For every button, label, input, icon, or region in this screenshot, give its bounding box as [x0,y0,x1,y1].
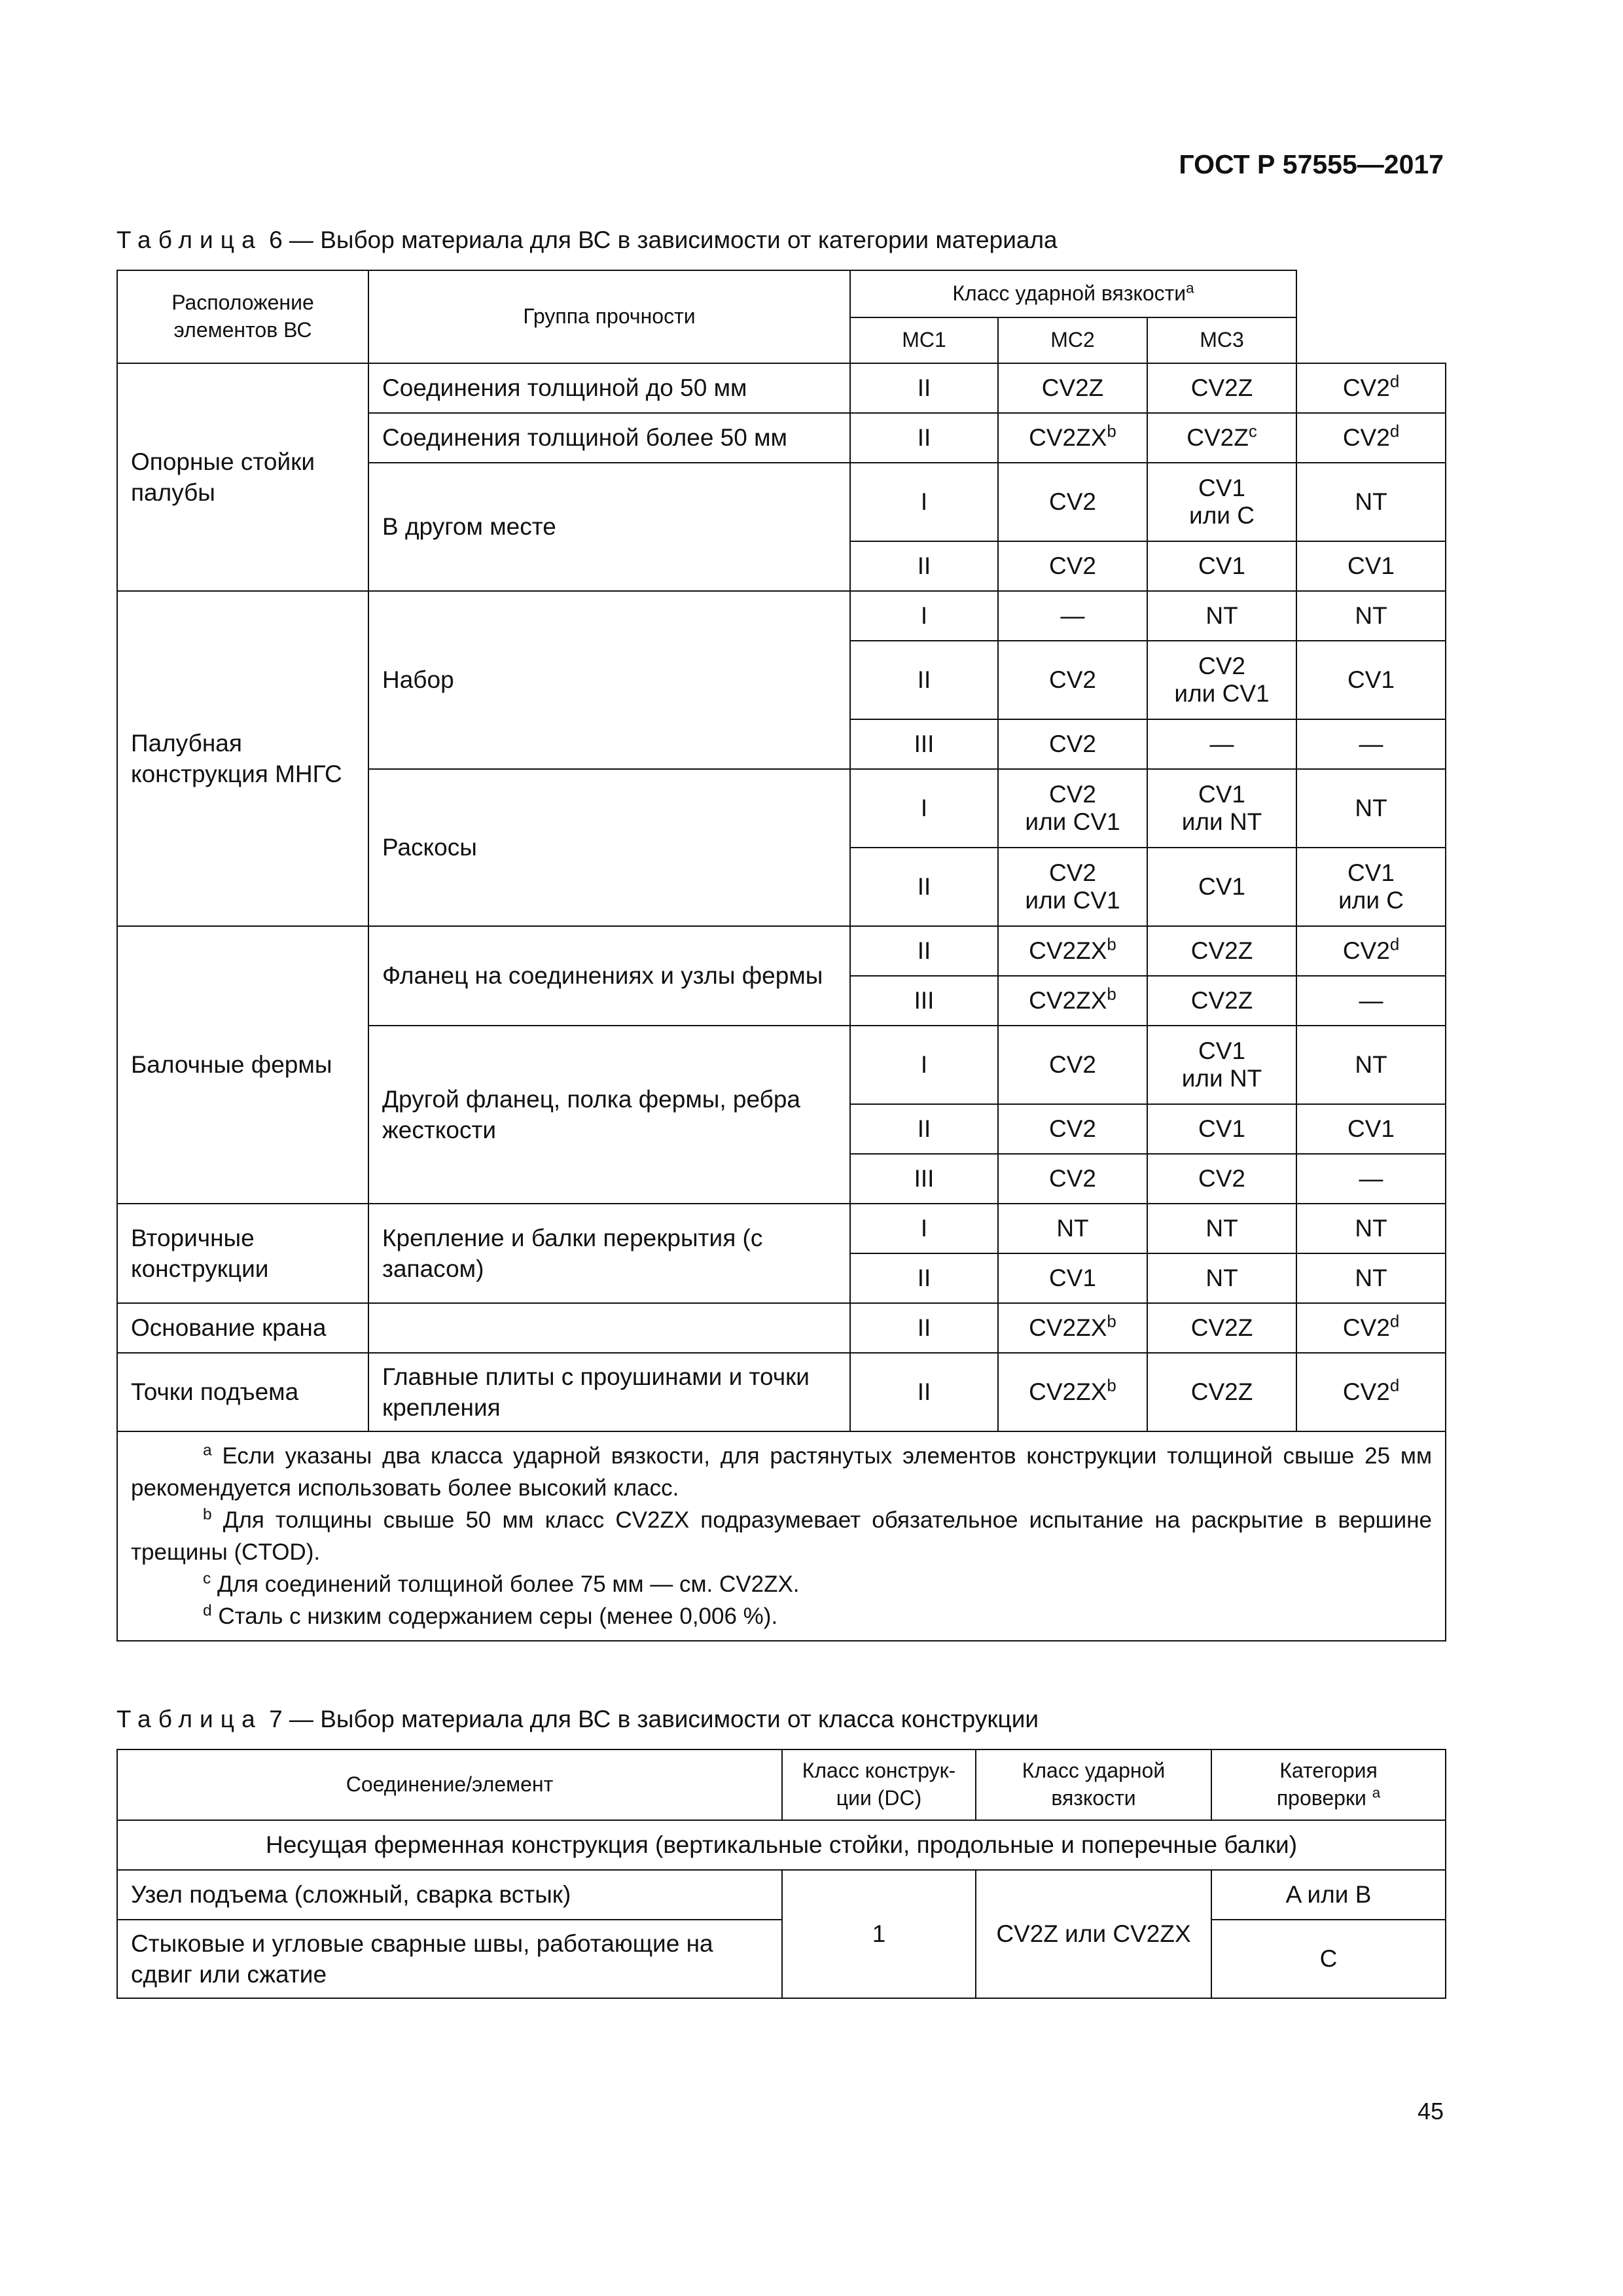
mc1-cell: CV2 [998,1104,1147,1154]
mc1-value: CV2ZX [1029,424,1107,451]
mc1-cell: CV2 [998,719,1147,769]
element-name: Узел подъема (сложный, сварка встык) [117,1870,782,1920]
dc-value: 1 [782,1870,976,1998]
header-dc-line1: Класс конструк- [802,1759,956,1783]
group-cell: I [850,769,998,848]
footnote-mark: b [203,1505,212,1524]
group-cell: III [850,976,998,1026]
element-name: Набор [368,591,850,769]
mc3-line1: CV1 [1347,859,1395,886]
table-row [117,1353,1446,1431]
element-name: Соединения толщиной до 50 мм [368,363,850,413]
element-name [368,1303,850,1353]
mc3-value: CV2 [1342,937,1390,964]
mc2-cell: CV1 [1147,541,1296,591]
table-row [117,1870,1446,1920]
mc1-value: CV2ZX [1029,987,1107,1014]
mc3-cell: — [1296,719,1446,769]
section-name: Точки подъема [117,1353,368,1431]
header-dc [782,1749,976,1820]
mc1-line2: или CV1 [1025,887,1120,914]
table-row [117,1204,1446,1253]
group-cell: II [850,413,998,463]
table7-caption-label: Таблица [116,1706,262,1732]
note-d [131,1600,1432,1632]
mc3-cell [1296,926,1446,976]
note-a-text: Если указаны два класса ударной вязкости, для растянутых элементов конструкции толщиной свыше 25 мм рекомендуется использовать более высокий класс. [131,1443,1433,1501]
mc2-line2: или CV1 [1174,680,1270,707]
mc3-cell: NT [1296,1026,1446,1104]
mc1-cell [998,1353,1147,1431]
note-d-text: Сталь с низким содержанием серы (менее 0,006 %). [218,1604,778,1629]
mc3-value: CV2 [1342,374,1390,401]
group-cell: I [850,1204,998,1253]
mc3-cell [1296,848,1446,926]
section-name: Основание крана [117,1303,368,1353]
footnote-mark: a [1186,279,1194,296]
mc3-cell [1296,1353,1446,1431]
table6-caption-text: 6 — Выбор материала для ВС в зависимости от категории материала [269,226,1058,253]
section-row [117,1820,1446,1870]
mc2-cell: CV2 [1147,1154,1296,1204]
table-6 [116,270,1446,1641]
element-name: Раскосы [368,769,850,926]
table-row [117,1303,1446,1353]
mc2-cell [1147,641,1296,719]
header-impact [976,1749,1211,1820]
header-mc3: МС3 [1147,317,1296,363]
mc2-cell [1147,769,1296,848]
header-group: Группа прочности [368,270,850,363]
mc1-cell: CV2 [998,1026,1147,1104]
mc2-cell: NT [1147,591,1296,641]
table-row [117,363,1446,413]
mc1-cell: CV1 [998,1253,1147,1303]
mc3-cell: NT [1296,769,1446,848]
table-row [117,591,1446,641]
element-name: Стыковые и угловые сварные швы, работающие на сдвиг или сжатие [117,1920,782,1998]
header-location: Расположение элементов ВС [117,270,368,363]
mc1-cell [998,848,1147,926]
mc2-cell [1147,1026,1296,1104]
impact-value: CV2Z или CV2ZX [976,1870,1211,1998]
table-row [117,1920,1446,1998]
footnote-mark: d [1389,372,1400,391]
mc3-cell: CV1 [1296,1104,1446,1154]
mc1-line2: или CV1 [1025,808,1120,835]
mc2-cell: CV2Z [1147,976,1296,1026]
mc1-cell: CV2 [998,1154,1147,1204]
table6-caption-label: Таблица [116,226,262,253]
mc1-cell: CV2 [998,541,1147,591]
mc3-cell [1296,363,1446,413]
mc2-cell: CV1 [1147,848,1296,926]
element-name: Другой фланец, полка фермы, ребра жесткости [368,1026,850,1204]
category-cell: C [1211,1920,1446,1998]
group-cell: II [850,1353,998,1431]
group-cell: II [850,1253,998,1303]
mc3-cell: CV1 [1296,641,1446,719]
footnote-mark: d [203,1602,212,1620]
mc1-cell: — [998,591,1147,641]
group-cell: II [850,848,998,926]
section-name: Балочные фермы [117,926,368,1204]
mc1-cell: NT [998,1204,1147,1253]
element-name: Крепление и балки перекрытия (с запасом) [368,1204,850,1303]
header-impact-class [850,270,1296,317]
header-mc2: МС2 [998,317,1147,363]
mc2-cell: — [1147,719,1296,769]
group-cell: II [850,926,998,976]
group-cell: III [850,719,998,769]
mc3-cell [1296,1303,1446,1353]
mc2-value: CV2Z [1186,424,1249,451]
footnote-mark: d [1389,422,1400,441]
element-name: В другом месте [368,463,850,591]
category-cell: A или B [1211,1870,1446,1920]
mc1-value: CV2ZX [1029,937,1107,964]
group-cell: I [850,463,998,541]
mc2-line1: CV2 [1198,653,1245,679]
element-name: Фланец на соединениях и узлы фермы [368,926,850,1026]
notes-row [117,1431,1446,1641]
mc1-cell: CV2 [998,641,1147,719]
mc2-line1: CV1 [1198,475,1245,501]
table6-notes [117,1431,1446,1641]
mc1-line1: CV2 [1049,781,1096,808]
mc1-cell: CV2 [998,463,1147,541]
footnote-mark: b [1107,1376,1116,1395]
footnote-mark: b [1107,935,1116,954]
mc2-cell: CV2Z [1147,1303,1296,1353]
table-row [117,926,1446,976]
section-name: Опорные стойки палубы [117,363,368,591]
group-cell: II [850,541,998,591]
header-mc1: МС1 [850,317,998,363]
group-cell: III [850,1154,998,1204]
header-impact-line1: Класс ударной [1022,1759,1166,1783]
header-category-line1: Категория [1279,1759,1378,1783]
mc3-value: CV2 [1342,1314,1390,1341]
note-c-text: Для соединений толщиной более 75 мм — см. CV2ZX. [217,1571,800,1597]
standard-code: ГОСТ Р 57555—2017 [1179,149,1444,179]
footnote-mark: a [1372,1784,1381,1801]
footnote-mark: d [1389,1376,1400,1395]
mc2-cell: CV2Z [1147,926,1296,976]
mc1-cell [998,926,1147,976]
section-title: Несущая ферменная конструкция (вертикальные стойки, продольные и поперечные балки) [117,1820,1446,1870]
mc3-value: CV2 [1342,424,1390,451]
mc2-cell: CV2Z [1147,1353,1296,1431]
mc2-cell: CV2Z [1147,363,1296,413]
footnote-mark: c [203,1570,211,1588]
footnote-mark: d [1389,935,1400,954]
note-b [131,1504,1432,1568]
group-cell: I [850,1026,998,1104]
page-number: 45 [1417,2098,1444,2125]
header-impact-class-text: Класс ударной вязкости [952,281,1186,306]
footnote-mark: c [1248,422,1257,441]
mc3-cell: CV1 [1296,541,1446,591]
note-c [131,1568,1432,1600]
mc2-cell: NT [1147,1204,1296,1253]
group-cell: II [850,1303,998,1353]
mc2-line2: или NT [1181,808,1262,835]
mc1-cell [998,769,1147,848]
mc1-value: CV2ZX [1029,1378,1107,1405]
header-category-line2: проверки [1276,1786,1366,1810]
mc2-cell [1147,463,1296,541]
footnote-mark: b [1107,1312,1116,1331]
header-joint: Соединение/элемент [117,1749,782,1820]
table6-caption [116,226,1058,254]
mc3-line2: или C [1338,887,1404,914]
footnote-mark: b [1107,422,1116,441]
table7-caption-text: 7 — Выбор материала для ВС в зависимости от класса конструкции [269,1706,1039,1732]
mc3-value: CV2 [1342,1378,1390,1405]
footnote-mark: d [1389,1312,1400,1331]
mc2-cell: CV1 [1147,1104,1296,1154]
group-cell: II [850,641,998,719]
mc2-line2: или C [1189,502,1255,529]
header-impact-line2: вязкости [1051,1786,1136,1810]
mc3-cell: — [1296,1154,1446,1204]
mc3-cell: NT [1296,1204,1446,1253]
mc3-cell: NT [1296,463,1446,541]
footnote-mark: a [203,1441,212,1460]
group-cell: I [850,591,998,641]
mc1-cell: CV2Z [998,363,1147,413]
mc1-value: CV2ZX [1029,1314,1107,1341]
mc2-cell: NT [1147,1253,1296,1303]
element-name: Главные плиты с проушинами и точки крепления [368,1353,850,1431]
table-7 [116,1749,1446,1999]
element-name: Соединения толщиной более 50 мм [368,413,850,463]
mc2-line2: или NT [1181,1065,1262,1092]
mc1-cell [998,1303,1147,1353]
mc1-cell [998,413,1147,463]
header-dc-line2: ции (DC) [836,1786,922,1810]
footnote-mark: b [1107,985,1116,1004]
group-cell: II [850,1104,998,1154]
section-name: Палубная конструкция МНГС [117,591,368,926]
header-category [1211,1749,1446,1820]
group-cell: II [850,363,998,413]
mc2-line1: CV1 [1198,781,1245,808]
note-a [131,1440,1432,1504]
mc3-cell [1296,413,1446,463]
mc3-cell: NT [1296,591,1446,641]
mc3-cell: — [1296,976,1446,1026]
section-name: Вторичные конструкции [117,1204,368,1303]
table7-caption [116,1706,1039,1733]
mc2-cell [1147,413,1296,463]
note-b-text: Для толщины свыше 50 мм класс CV2ZX подразумевает обязательное испытание на раскрытие в вершине трещины (CTOD). [131,1507,1433,1565]
mc2-line1: CV1 [1198,1037,1245,1064]
mc1-line1: CV2 [1049,859,1096,886]
mc3-cell: NT [1296,1253,1446,1303]
mc1-cell [998,976,1147,1026]
